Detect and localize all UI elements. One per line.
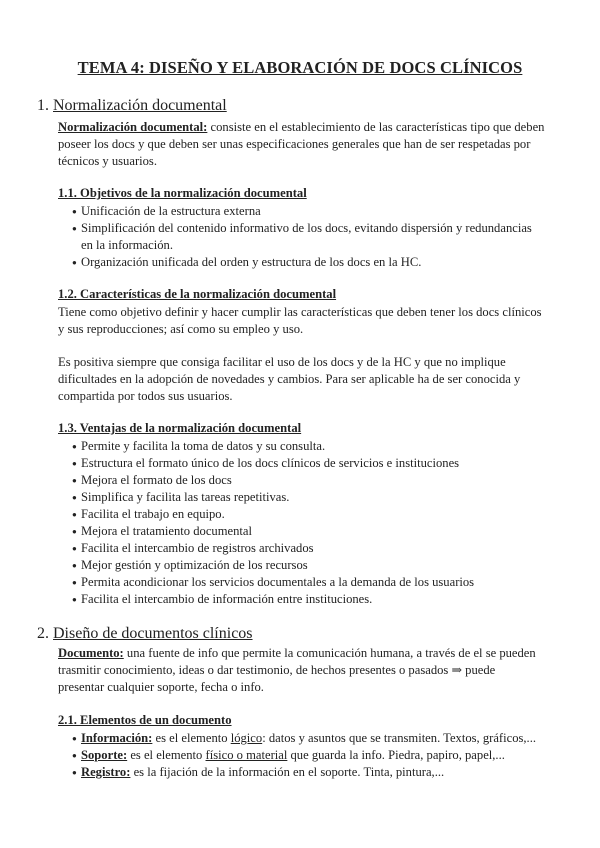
section-2-number: 2. [37, 625, 49, 642]
list-item: ● Mejora el formato de los docs [72, 472, 542, 489]
subsection-2-1-heading: 2.1. Elementos de un documento [58, 713, 232, 727]
list-item: ● Mejora el tratamiento documental [72, 523, 542, 540]
item-text: es la fijación de la información en el soporte. Tinta, pintura,... [130, 765, 445, 779]
list-item [72, 220, 542, 254]
section-1-title: Normalización documental [53, 97, 227, 114]
definition-term: Normalización documental: [58, 120, 208, 134]
section-1-definition [58, 119, 548, 170]
list-item: ● Permita acondicionar los servicios documentales a la demanda de los usuarios [72, 574, 542, 591]
list-item: ● Organización unificada del orden y estructura de los docs en la HC. [72, 254, 542, 271]
item-underlined-text: físico o material [205, 748, 288, 762]
subsection-1-3-heading: 1.3. Ventajas de la normalización documental [58, 421, 302, 435]
list-item: ● Facilita el trabajo en equipo. [72, 506, 542, 523]
document-title: TEMA 4: DISEÑO Y ELABORACIÓN DE DOCS CLÍNICOS [77, 58, 523, 77]
definition-text-line: una fuente de info que permite la comunicación humana, a través de el se pueden [123, 646, 536, 660]
list-item: ● Permite y facilita la toma de datos y su consulta. [72, 438, 542, 455]
objectives-list [72, 203, 542, 271]
item-term: Registro: [81, 765, 131, 779]
subsection-1-2-heading: 1.2. Características de la normalización documental [58, 287, 337, 301]
item-text: es el elemento [127, 748, 206, 762]
advantages-list [72, 438, 542, 608]
list-item: ● Estructura el formato único de los docs clínicos de servicios e instituciones [72, 455, 542, 472]
definition-text-line: presentar cualquier soporte, fecha o info. [58, 680, 264, 694]
definition-text-line: poseer los docs y que deben ser unas especificaciones generales que han de ser respetadas por [58, 137, 531, 151]
item-term: Información: [81, 731, 153, 745]
section-1-number: 1. [37, 97, 49, 114]
item-text: que guarda la info. Piedra, papiro, papel,... [287, 748, 505, 762]
item-underlined-text: lógico [230, 731, 263, 745]
paragraph-line: compartida por todos sus usuarios. [58, 389, 233, 403]
characteristics-paragraph-1 [58, 304, 548, 338]
item-term: Soporte: [81, 748, 128, 762]
item-text: : datos y asuntos que se transmiten. Textos, gráficos,... [262, 731, 536, 745]
section-2-definition [58, 645, 548, 696]
definition-text-line: técnicos y usuarios. [58, 154, 157, 168]
paragraph-line: dificultades en la adopción de novedades y cambios. Para ser aplicable ha de ser conocida y [58, 372, 521, 386]
section-2-title: Diseño de documentos clínicos [53, 625, 253, 642]
characteristics-paragraph-2 [58, 354, 548, 405]
subsection-1-1-heading: 1.1. Objetivos de la normalización documental [58, 186, 307, 200]
list-item-text: Simplificación del contenido informativo de los docs, evitando dispersión y redundancias [81, 221, 532, 235]
definition-term: Documento: [58, 646, 124, 660]
elements-list [72, 730, 542, 781]
paragraph-line: Tiene como objetivo definir y hacer cumplir las características que deben tener los docs clínicos [58, 305, 542, 319]
list-item: ● Facilita el intercambio de información entre instituciones. [72, 591, 542, 608]
paragraph-line: y sus reproducciones; así como su empleo y uso. [58, 322, 304, 336]
section-1-heading [37, 97, 227, 115]
list-item: ● Mejor gestión y optimización de los recursos [72, 557, 542, 574]
list-item-continuation: en la información. [81, 238, 173, 252]
item-text: es el elemento [152, 731, 231, 745]
list-item: ● Unificación de la estructura externa [72, 203, 542, 220]
list-item [72, 747, 542, 764]
paragraph-line: Es positiva siempre que consiga facilitar el uso de los docs y de la HC y que no implique [58, 355, 506, 369]
list-item: ● Simplifica y facilita las tareas repetitivas. [72, 489, 542, 506]
list-item: ● Facilita el intercambio de registros archivados [72, 540, 542, 557]
section-2-heading [37, 625, 253, 643]
list-item [72, 730, 542, 747]
definition-text-line: trasmitir conocimiento, ideas o dar testimonio, de hechos presentes o pasados ⇒ puede [58, 663, 496, 677]
definition-text-line: consiste en el establecimiento de las características tipo que deben [207, 120, 545, 134]
list-item [72, 764, 542, 781]
